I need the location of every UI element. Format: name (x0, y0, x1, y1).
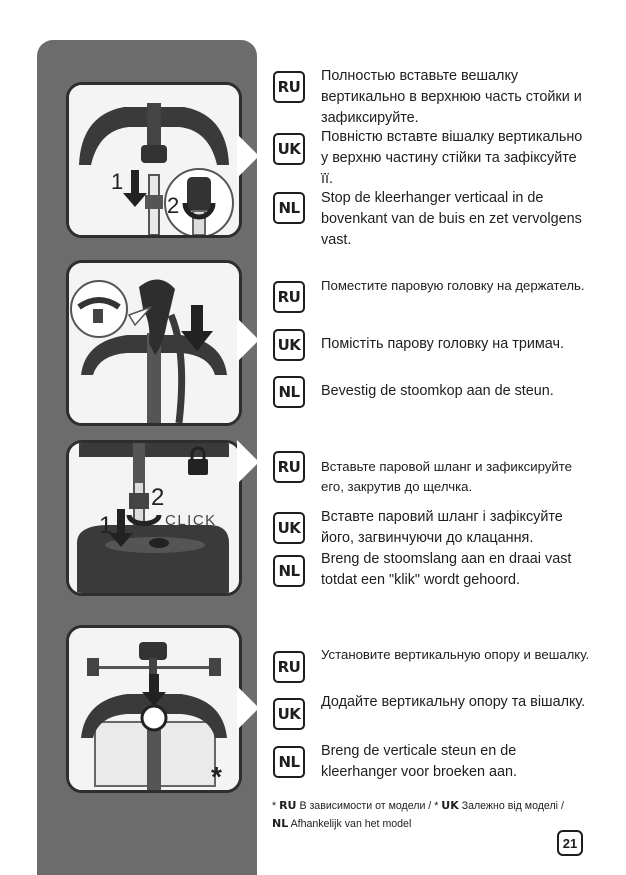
footnote-uk-star: * (434, 800, 439, 812)
step-4-text-uk: Додайте вертикальну опору та вішалку. (321, 694, 586, 710)
footnote-ru-code: RU (279, 799, 297, 812)
step-1-pointer (237, 134, 259, 178)
lang-badge-ru: RU (273, 451, 305, 483)
step-4-optional-asterisk: * (211, 761, 222, 790)
step-2-illustration (66, 260, 242, 426)
footnote-ru-text: В зависимости от модели / (299, 800, 435, 812)
step-3-label-2: 2 (151, 484, 165, 511)
step-3-text-uk: Вставте паровий шланг і зафіксуйте його, загвинчуючи до клацання. (321, 509, 563, 546)
lang-badge-uk: UK (273, 698, 305, 730)
step-3-label-1: 1 (99, 512, 113, 539)
step-3-pointer (237, 440, 259, 484)
step-1-text-uk: Повністю вставте вішалку вертикально у верхню частину стійки та зафіксуйте її. (321, 129, 583, 187)
lang-badge-nl: NL (273, 192, 305, 224)
lang-badge-uk: UK (273, 512, 305, 544)
step-2-pointer (237, 318, 259, 362)
lang-badge-uk: UK (273, 329, 305, 361)
footnote-nl-text: Afhankelijk van het model (290, 818, 412, 830)
lang-badge-ru: RU (273, 651, 305, 683)
footnote-uk-text: Залежно від моделі / (461, 800, 564, 812)
page-number: 21 (557, 830, 583, 856)
footnote-nl-code: NL (272, 817, 289, 830)
lang-badge-ru: RU (273, 71, 305, 103)
step-4-text-ru: Установите вертикальную опору и вешалку. (321, 647, 590, 662)
lang-badge-nl: NL (273, 746, 305, 778)
step-2-text-ru: Поместите паровую головку на держатель. (321, 278, 585, 293)
step-3-label-click: CLICK (165, 512, 217, 529)
step-3-illustration (66, 440, 242, 596)
step-1-label-1: 1 (111, 169, 124, 194)
step-2-text-nl: Bevestig de stoomkop aan de steun. (321, 383, 554, 399)
step-4-text-nl: Breng de verticale steun en de kleerhanger voor broeken aan. (321, 743, 518, 780)
lang-badge-uk: UK (273, 133, 305, 165)
step-3-text-nl: Breng de stoomslang aan en draai vast totdat een "klik" wordt gehoord. (321, 551, 572, 588)
footnote-uk-code: UK (441, 799, 459, 812)
step-1-text-ru: Полностью вставьте вешалку вертикально в верхнюю часть стойки и зафиксируйте. (321, 68, 582, 126)
step-2-text-uk: Помістіть парову головку на тримач. (321, 336, 564, 352)
lang-badge-nl: NL (273, 555, 305, 587)
step-3-text-ru: Вставьте паровой шланг и зафиксируйте его, закрутив до щелчка. (321, 459, 572, 494)
step-1-label-2: 2 (167, 193, 180, 218)
step-4-pointer (237, 686, 259, 730)
lang-badge-nl: NL (273, 376, 305, 408)
footnote-star: * (272, 800, 277, 812)
step-1-illustration (66, 82, 242, 238)
lang-badge-ru: RU (273, 281, 305, 313)
step-4-illustration (66, 625, 242, 793)
model-footnote (272, 797, 602, 833)
step-1-text-nl: Stop de kleerhanger verticaal in de bovenkant van de buis en zet vervolgens vast. (321, 190, 582, 248)
